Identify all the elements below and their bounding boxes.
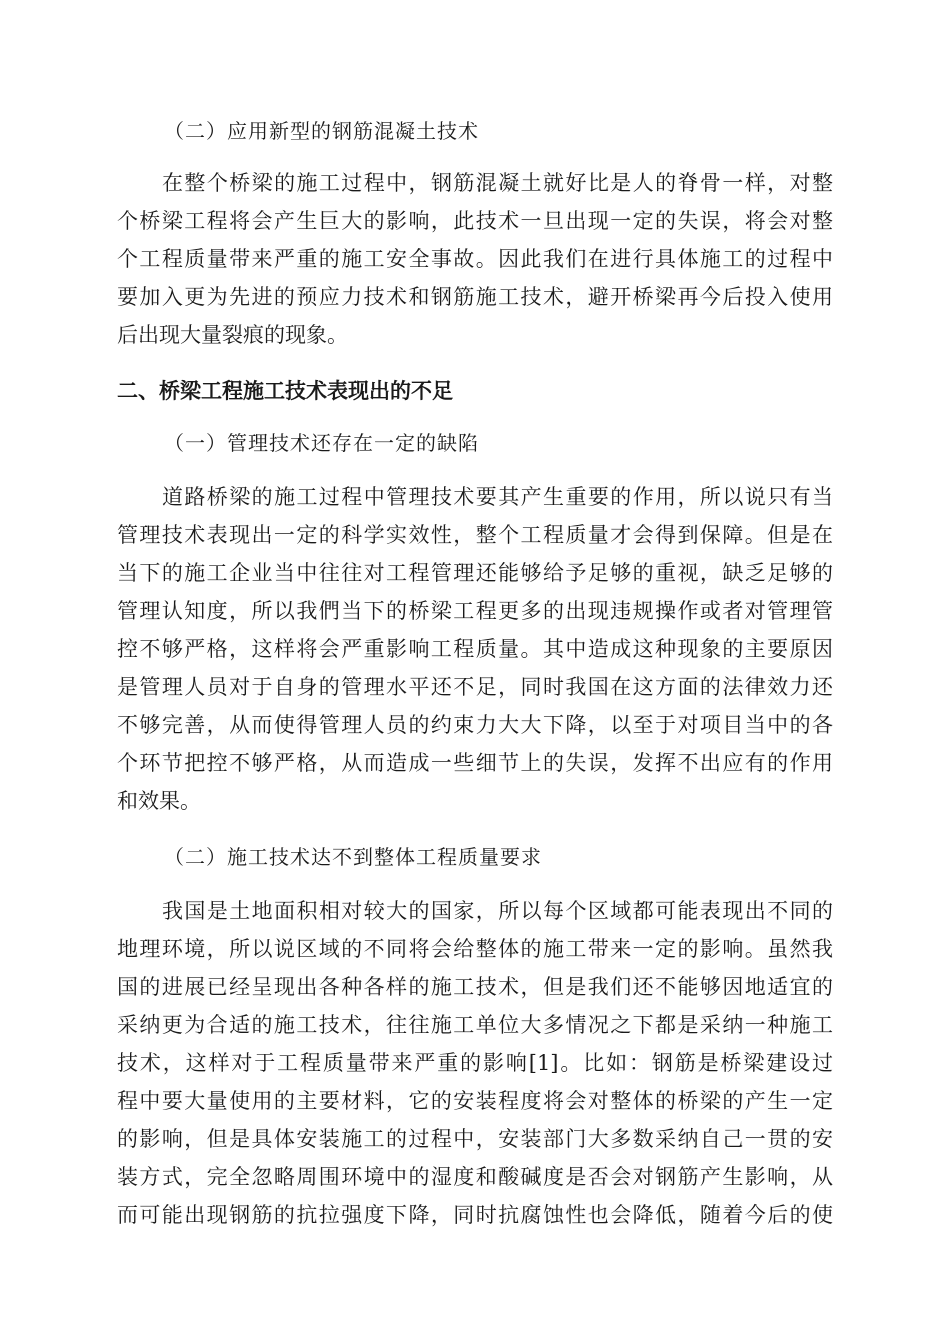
paragraph-line: 个工程质量带来严重的施工安全事故。因此我们在进行具体施工的过程中 (117, 247, 833, 271)
paragraph-line: 采纳更为合适的施工技术，往往施工单位大多情况之下都是采纳一种施工 (117, 1013, 833, 1037)
paragraph-line: 后出现大量裂痕的现象。 (117, 323, 348, 347)
paragraph-line: 是管理人员对于自身的管理水平还不足，同时我国在这方面的法律效力还 (117, 675, 833, 699)
subheading-apply-new-concrete: （二）应用新型的钢筋混凝土技术 (164, 119, 479, 143)
paragraph-line: 道路桥梁的施工过程中管理技术要其产生重要的作用，所以说只有当 (162, 485, 833, 509)
paragraph-line: 地理环境，所以说区域的不同将会给整体的施工带来一定的影响。虽然我 (117, 937, 833, 961)
paragraph-line: 我国是土地面积相对较大的国家，所以每个区域都可能表现出不同的 (162, 899, 833, 923)
paragraph-line: 当下的施工企业当中往往对工程管理还能够给予足够的重视，缺乏足够的 (117, 561, 833, 585)
paragraph-line: 国的进展已经呈现出各种各样的施工技术，但是我们还不能够因地适宜的 (117, 975, 833, 999)
paragraph-line: 装方式，完全忽略周围环境中的湿度和酸碱度是否会对钢筋产生影响，从 (117, 1165, 833, 1189)
paragraph-line: 程中要大量使用的主要材料，它的安装程度将会对整体的桥梁的产生一定 (117, 1089, 833, 1113)
paragraph-line: 控不够严格，这样将会严重影响工程质量。其中造成这种现象的主要原因 (117, 637, 833, 661)
paragraph-line: 管理认知度，所以我們当下的桥梁工程更多的出现违规操作或者对管理管 (117, 599, 833, 623)
paragraph-line: 在整个桥梁的施工过程中，钢筋混凝土就好比是人的脊骨一样，对整 (162, 171, 833, 195)
section-heading: 二、桥梁工程施工技术表现出的不足 (117, 379, 453, 403)
subheading-technique-quality: （二）施工技术达不到整体工程质量要求 (164, 845, 542, 869)
paragraph-line: 的影响，但是具体安装施工的过程中，安装部门大多数采纳自己一贯的安 (117, 1127, 833, 1151)
paragraph-line: 个环节把控不够严格，从而造成一些细节上的失误，发挥不出应有的作用 (117, 751, 833, 775)
paragraph-line: 而可能出现钢筋的抗拉强度下降，同时抗腐蚀性也会降低，随着今后的使 (117, 1203, 833, 1227)
paragraph-line: 和效果。 (117, 789, 201, 813)
paragraph-line: 技术，这样对于工程质量带来严重的影响[1]。比如：钢筋是桥梁建设过 (117, 1051, 833, 1075)
paragraph-line: 要加入更为先进的预应力技术和钢筋施工技术，避开桥梁再今后投入使用 (117, 285, 833, 309)
paragraph-line: 管理技术表现出一定的科学实效性，整个工程质量才会得到保障。但是在 (117, 523, 833, 547)
paragraph-line: 个桥梁工程将会产生巨大的影响，此技术一旦出现一定的失误，将会对整 (117, 209, 833, 233)
paragraph-line: 不够完善，从而使得管理人员的约束力大大下降，以至于对项目当中的各 (117, 713, 833, 737)
subheading-management-defects: （一）管理技术还存在一定的缺陷 (164, 431, 479, 455)
